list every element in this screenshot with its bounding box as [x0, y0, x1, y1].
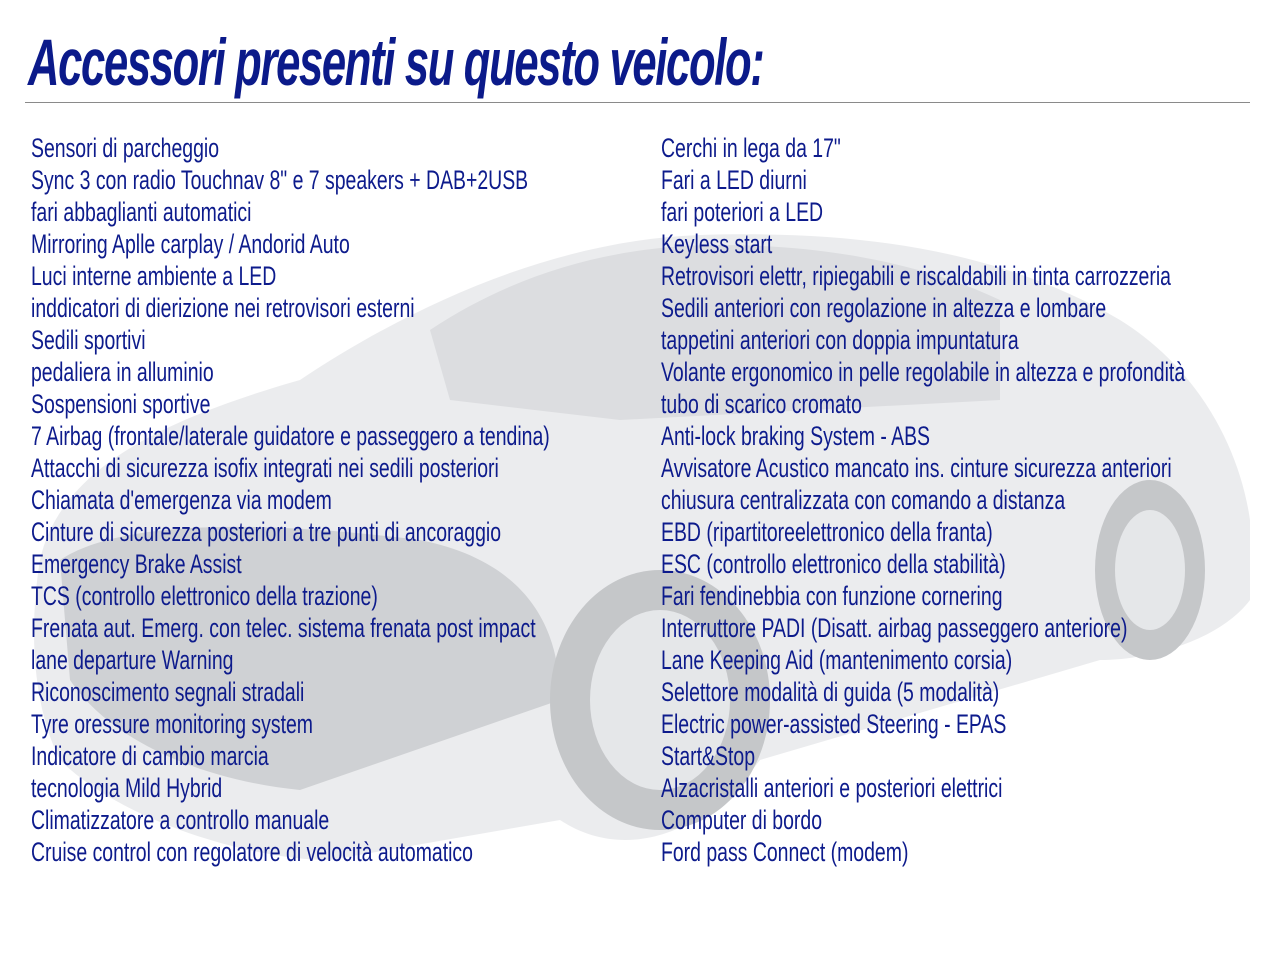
accessory-item: EBD (ripartitoreelettronico della franta)	[661, 517, 993, 547]
accessory-item: Volante ergonomico in pelle regolabile in altezza e profondità	[661, 357, 1186, 387]
accessory-item: Riconoscimento segnali stradali	[31, 677, 305, 707]
accessory-item: chiusura centralizzata con comando a distanza	[661, 485, 1066, 515]
accessory-item: Frenata aut. Emerg. con telec. sistema frenata post impact	[31, 613, 536, 643]
accessory-item: Sensori di parcheggio	[31, 133, 220, 163]
accessory-item: Chiamata d'emergenza via modem	[31, 485, 332, 515]
accessories-list-right	[661, 132, 1280, 868]
title-divider	[25, 102, 1250, 103]
accessory-item: 7 Airbag (frontale/laterale guidatore e passeggero a tendina)	[31, 421, 550, 451]
accessory-item: Luci interne ambiente a LED	[31, 261, 277, 291]
accessory-item: tubo di scarico cromato	[661, 389, 862, 419]
accessory-item: tecnologia Mild Hybrid	[31, 773, 223, 803]
accessory-item: Retrovisori elettr, ripiegabili e riscaldabili in tinta carrozzeria	[661, 261, 1171, 291]
accessory-item: Attacchi di sicurezza isofix integrati nei sedili posteriori	[31, 453, 499, 483]
accessory-item: Emergency Brake Assist	[31, 549, 242, 579]
accessory-item: Indicatore di cambio marcia	[31, 741, 269, 771]
accessory-item: lane departure Warning	[31, 645, 234, 675]
accessory-item: Ford pass Connect (modem)	[661, 837, 909, 867]
accessory-item: tappetini anteriori con doppia impuntatura	[661, 325, 1019, 355]
accessory-item: Electric power-assisted Steering - EPAS	[661, 709, 1007, 739]
accessory-item: fari abbaglianti automatici	[31, 197, 252, 227]
accessory-item: ESC (controllo elettronico della stabilità)	[661, 549, 1006, 579]
accessory-item: fari poteriori a LED	[661, 197, 824, 227]
accessory-item: Cruise control con regolatore di velocità automatico	[31, 837, 473, 867]
accessory-item: Anti-lock braking System - ABS	[661, 421, 931, 451]
accessory-item: Keyless start	[661, 229, 773, 259]
accessory-item: Climatizzatore a controllo manuale	[31, 805, 330, 835]
accessory-item: Sospensioni sportive	[31, 389, 211, 419]
accessory-item: Fari a LED diurni	[661, 165, 807, 195]
accessory-item: pedaliera in alluminio	[31, 357, 214, 387]
accessory-item: Start&Stop	[661, 741, 756, 771]
accessories-list-left	[31, 132, 751, 868]
accessory-item: Alzacristalli anteriori e posteriori elettrici	[661, 773, 1003, 803]
accessory-item: Tyre oressure monitoring system	[31, 709, 313, 739]
accessory-item: Selettore modalità di guida (5 modalità)	[661, 677, 1000, 707]
accessory-item: Fari fendinebbia con funzione cornering	[661, 581, 1003, 611]
accessory-item: inddicatori di dierizione nei retrovisori esterni	[31, 293, 415, 323]
accessory-item: Cerchi in lega da 17"	[661, 133, 841, 163]
accessory-item: TCS (controllo elettronico della trazione)	[31, 581, 378, 611]
page-title: Accessori presenti su questo veicolo:	[28, 25, 764, 99]
accessory-item: Sedili anteriori con regolazione in altezza e lombare	[661, 293, 1107, 323]
accessory-item: Computer di bordo	[661, 805, 823, 835]
accessory-item: Avvisatore Acustico mancato ins. cinture sicurezza anteriori	[661, 453, 1172, 483]
accessory-item: Lane Keeping Aid (mantenimento corsia)	[661, 645, 1013, 675]
accessory-item: Interruttore PADI (Disatt. airbag passeggero anteriore)	[661, 613, 1128, 643]
accessory-item: Sync 3 con radio Touchnav 8" e 7 speakers + DAB+2USB	[31, 165, 529, 195]
accessory-item: Mirroring Aplle carplay / Andorid Auto	[31, 229, 350, 259]
accessory-item: Sedili sportivi	[31, 325, 146, 355]
accessory-item: Cinture di sicurezza posteriori a tre punti di ancoraggio	[31, 517, 502, 547]
